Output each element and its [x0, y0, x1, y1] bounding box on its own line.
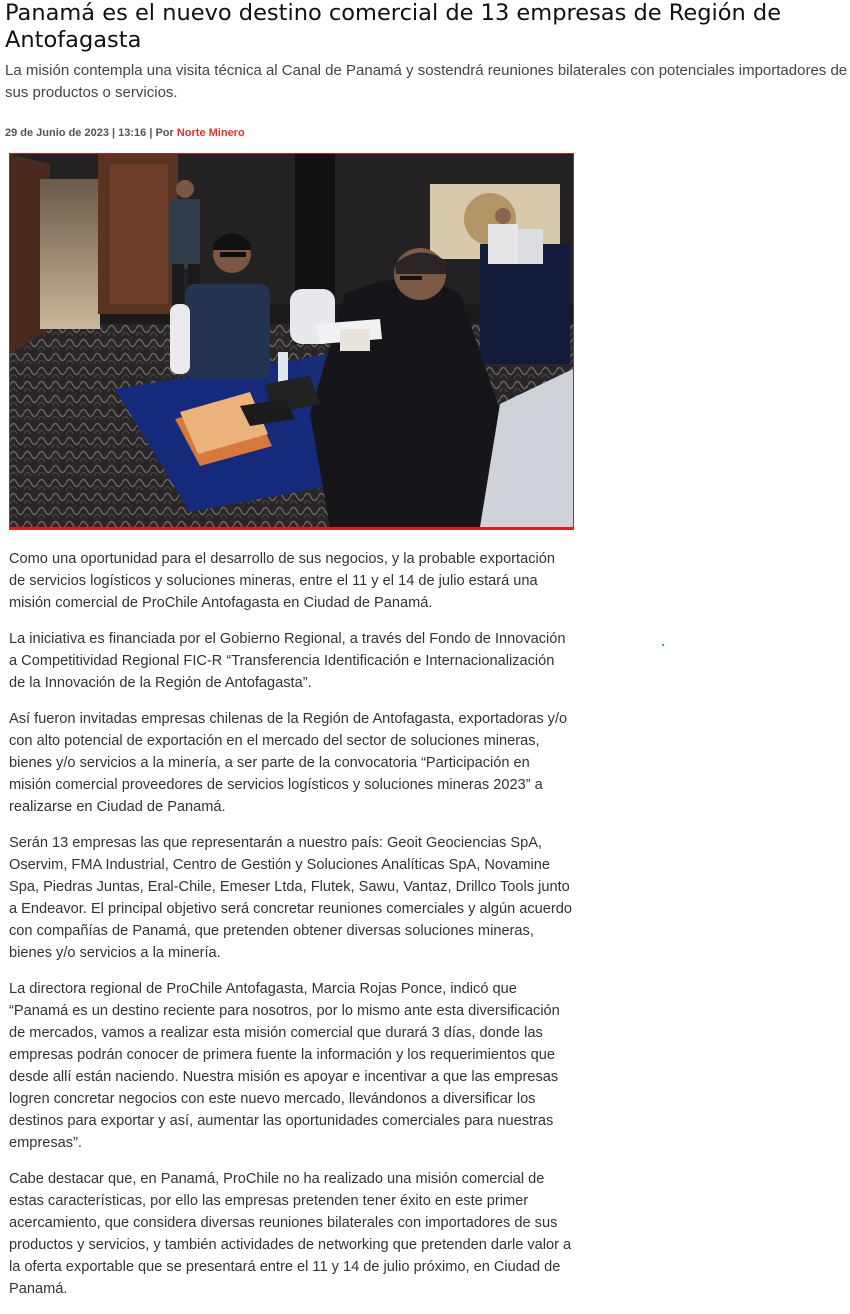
byline — [5, 127, 245, 139]
paragraph: La iniciativa es financiada por el Gobierno Regional, a través del Fondo de Innovación a Competitividad Regional FIC-R “Transferencia Identificación e Internacionalización de la Innovación de la Región de Antofagasta”. — [9, 631, 566, 691]
author-link[interactable]: Norte Minero — [176, 127, 245, 139]
paragraph: Así fueron invitadas empresas chilenas de la Región de Antofagasta, exportadoras y/o con alto potencial de exportación en el mercado del sector de soluciones mineras, bienes y/o servicios a la minería, a ser parte de la convocatoria “Participación en misión comercial proveedores de servicios logísticos y soluciones mineras 2023” a realizarse en Ciudad de Panamá. — [9, 711, 568, 815]
article-subtitle: La misión contempla una visita técnica al Canal de Panamá y sostendrá reuniones bilaterales con potenciales importadores de sus productos o servicios. — [5, 62, 848, 101]
article-title: Panamá es el nuevo destino comercial de 13 empresas de Región de Antofagasta — [5, 0, 782, 53]
article-body — [9, 548, 574, 1314]
paragraph: Como una oportunidad para el desarrollo de sus negocios, y la probable exportación de servicios logísticos y soluciones mineras, entre el 11 y el 14 de julio estará una misión comercial de ProChile Antofagasta en Ciudad de Panamá. — [9, 551, 555, 611]
article-photo — [9, 153, 574, 530]
decorative-dot — [662, 644, 664, 646]
paragraph: La directora regional de ProChile Antofagasta, Marcia Rojas Ponce, indicó que “Panamá es un destino reciente para nosotros, por lo mismo ante esta diversificación de mercados, vamos a realizar esta misión comercial que durará 3 días, donde las empresas podrán conocer de primera fuente la información y los requerimientos que desde allí están naciendo. Nuestra misión es apoyar e incentivar a que las empresas logren concretar negocios con este nuevo mercado, llevándonos a diversificar los destinos para exportar y así, aumentar las oportunidades comerciales para nuestras empresas”. — [9, 981, 560, 1151]
paragraph: Cabe destacar que, en Panamá, ProChile no ha realizado una misión comercial de estas características, por ello las empresas pretenden tener éxito en este primer acercamiento, que considera diversas reuniones bilaterales con importadores de sus productos y servicios, y también actividades de networking que pretenden darle valor a la oferta exportable que se presentará entre el 11 y 14 de julio próximo, en Ciudad de Panamá. — [9, 1171, 572, 1297]
publish-date: 29 de Junio de 2023 | 13:16 | Por — [5, 127, 177, 139]
paragraph: Serán 13 empresas las que representarán a nuestro país: Geoit Geociencias SpA, Oservim, FMA Industrial, Centro de Gestión y Soluciones Analíticas SpA, Novamine Spa, Piedras Juntas, Eral-Chile, Emeser Ltda, Flutek, Sawu, Vantaz, Drillco Tools junto a Endeavor. El principal objetivo será concretar reuniones comerciales y algún acuerdo con compañías de Panamá, que pretenden obtener diversas soluciones mineras, bienes y/o servicios a la minería. — [9, 835, 572, 961]
business-meeting-photo — [10, 154, 573, 527]
